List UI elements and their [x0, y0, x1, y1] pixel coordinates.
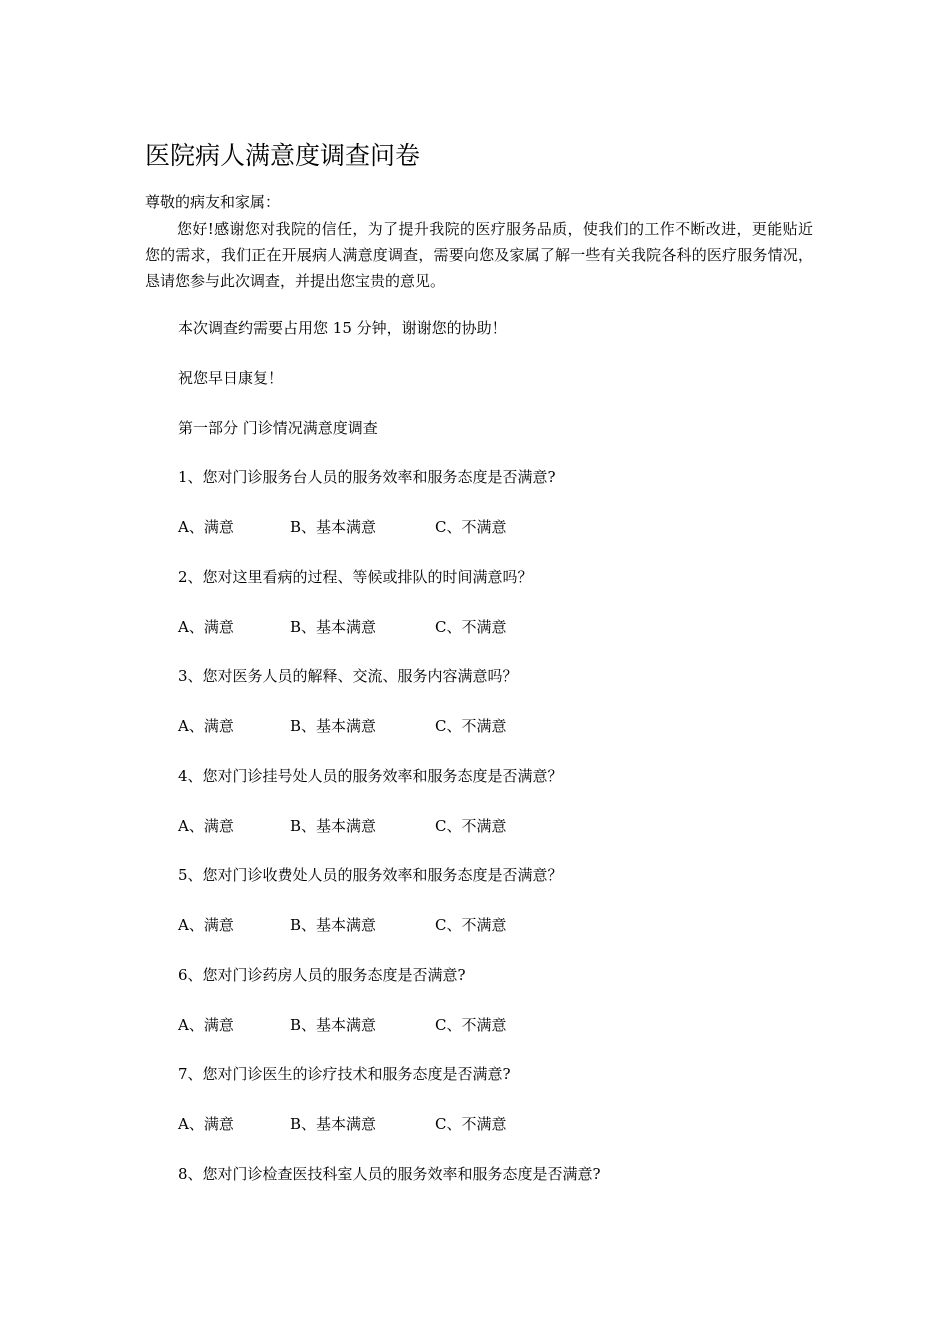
option-a: A、满意 [178, 817, 234, 835]
option-c: C、不满意 [435, 618, 507, 636]
question-4: 4、您对门诊挂号处人员的服务效率和服务态度是否满意？ [178, 767, 563, 785]
question-2: 2、您对这里看病的过程、等候或排队的时间满意吗？ [178, 568, 533, 586]
option-b: B、基本满意 [290, 518, 377, 536]
option-c: C、不满意 [435, 717, 507, 735]
option-b: B、基本满意 [290, 717, 377, 735]
salutation: 尊敬的病友和家属： [145, 193, 281, 211]
option-c: C、不满意 [435, 518, 507, 536]
option-a: A、满意 [178, 618, 234, 636]
question-7-options [178, 1112, 578, 1136]
option-c: C、不满意 [435, 916, 507, 934]
option-b: B、基本满意 [290, 916, 377, 934]
question-6: 6、您对门诊药房人员的服务态度是否满意? [178, 966, 466, 984]
option-b: B、基本满意 [290, 817, 377, 835]
question-4-options [178, 814, 578, 838]
option-c: C、不满意 [435, 817, 507, 835]
question-3-options [178, 714, 578, 738]
option-a: A、满意 [178, 1016, 234, 1034]
option-b: B、基本满意 [290, 1115, 377, 1133]
wish-text: 祝您早日康复！ [178, 369, 284, 387]
option-b: B、基本满意 [290, 618, 377, 636]
option-a: A、满意 [178, 1115, 234, 1133]
question-5: 5、您对门诊收费处人员的服务效率和服务态度是否满意？ [178, 866, 563, 884]
question-8: 8、您对门诊检查医技科室人员的服务效率和服务态度是否满意? [178, 1165, 601, 1183]
question-5-options [178, 913, 578, 937]
intro-paragraph: 您好!感谢您对我院的信任，为了提升我院的医疗服务品质，使我们的工作不断改进，更能贴近您的需求，我们正在开展病人满意度调查，需要向您及家属了解一些有关我院各科的医疗服务情况，恳请您参与此次调查，并提出您宝贵的意见。 [145, 220, 813, 290]
option-b: B、基本满意 [290, 1016, 377, 1034]
option-a: A、满意 [178, 717, 234, 735]
question-3: 3、您对医务人员的解释、交流、服务内容满意吗？ [178, 667, 518, 685]
option-c: C、不满意 [435, 1016, 507, 1034]
option-a: A、满意 [178, 518, 234, 536]
question-1-options [178, 515, 578, 539]
question-6-options [178, 1013, 578, 1037]
document-title: 医院病人满意度调查问卷 [145, 141, 421, 170]
option-a: A、满意 [178, 916, 234, 934]
question-1: 1、您对门诊服务台人员的服务效率和服务态度是否满意? [178, 468, 556, 486]
option-c: C、不满意 [435, 1115, 507, 1133]
question-2-options [178, 615, 578, 639]
question-7: 7、您对门诊医生的诊疗技术和服务态度是否满意? [178, 1065, 511, 1083]
section-title: 第一部分 门诊情况满意度调查 [178, 419, 378, 437]
duration-note: 本次调查约需要占用您 15 分钟，谢谢您的协助！ [178, 319, 507, 337]
